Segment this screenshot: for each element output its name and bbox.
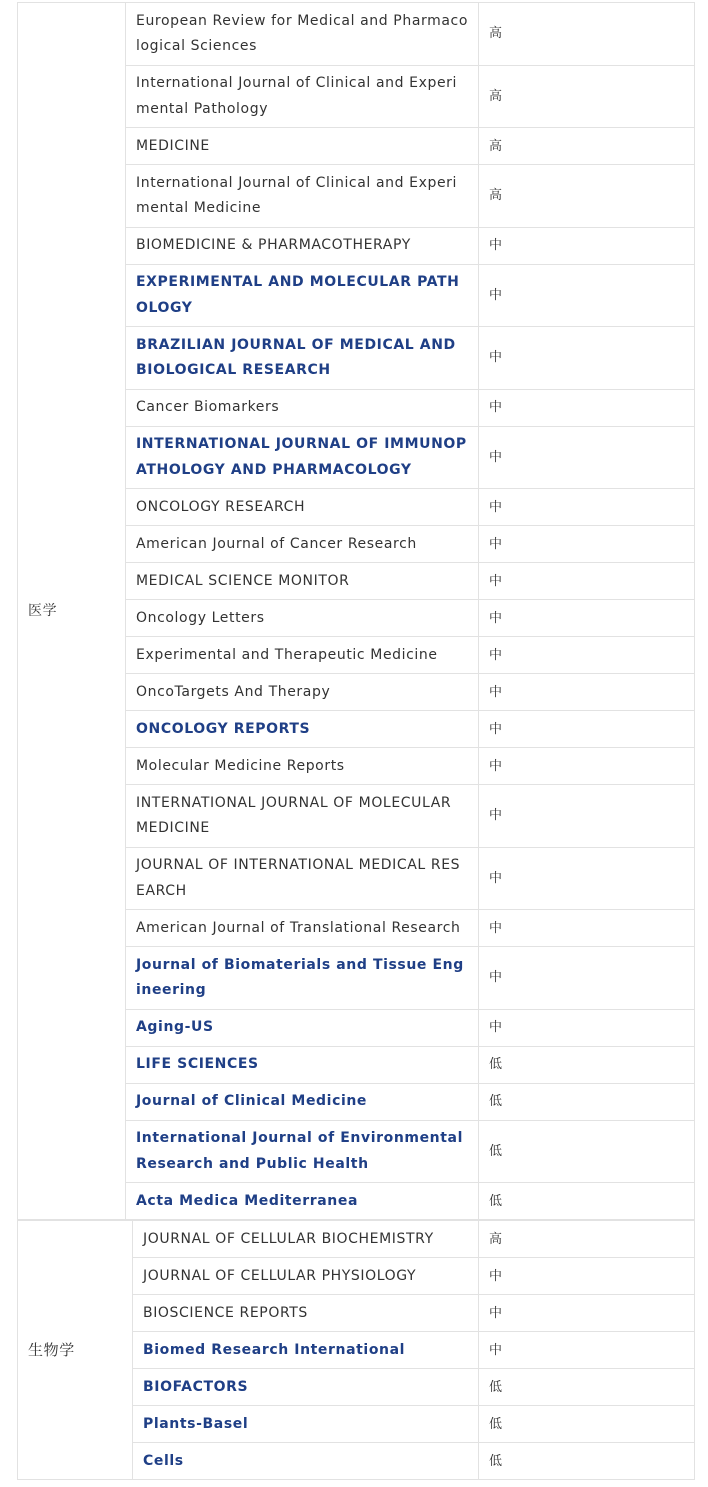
level-cell: 中	[479, 711, 695, 748]
journal-name-cell: Aging-US	[126, 1009, 479, 1046]
level-cell: 高	[479, 128, 695, 165]
journal-name-cell: BIOFACTORS	[133, 1369, 479, 1406]
journal-name-cell: BRAZILIAN JOURNAL OF MEDICAL AND BIOLOGICAL RESEARCH	[126, 327, 479, 390]
journal-name-cell: Molecular Medicine Reports	[126, 748, 479, 785]
level-cell: 中	[479, 785, 695, 848]
journal-name-cell: American Journal of Translational Research	[126, 910, 479, 947]
level-cell: 高	[479, 3, 695, 66]
journal-name-cell: ONCOLOGY RESEARCH	[126, 489, 479, 526]
level-cell: 中	[479, 389, 695, 426]
level-cell: 中	[479, 563, 695, 600]
journal-name-cell: Cancer Biomarkers	[126, 389, 479, 426]
level-cell: 高	[479, 165, 695, 228]
journal-name-cell: Journal of Biomaterials and Tissue Engineering	[126, 947, 479, 1010]
journal-name-cell: Journal of Clinical Medicine	[126, 1083, 479, 1120]
journal-name-cell: INTERNATIONAL JOURNAL OF IMMUNOPATHOLOGY AND PHARMACOLOGY	[126, 426, 479, 489]
level-cell: 中	[479, 526, 695, 563]
journal-name-cell: International Journal of Clinical and Experimental Medicine	[126, 165, 479, 228]
subject-cell: 医学	[18, 3, 126, 1220]
level-cell: 中	[479, 847, 695, 910]
table-row	[18, 1221, 695, 1258]
level-cell: 中	[479, 674, 695, 711]
level-cell: 低	[479, 1406, 695, 1443]
level-cell: 中	[479, 748, 695, 785]
level-cell: 低	[479, 1183, 695, 1220]
level-cell: 低	[479, 1443, 695, 1480]
table-row	[18, 3, 695, 66]
level-cell: 中	[479, 327, 695, 390]
level-cell: 中	[479, 1258, 695, 1295]
journal-name-cell: International Journal of Environmental Research and Public Health	[126, 1120, 479, 1183]
level-cell: 中	[479, 947, 695, 1010]
level-cell: 低	[479, 1369, 695, 1406]
level-cell: 中	[479, 1332, 695, 1369]
journal-name-cell: BIOMEDICINE & PHARMACOTHERAPY	[126, 227, 479, 264]
journal-name-cell: MEDICINE	[126, 128, 479, 165]
journal-name-cell: Plants-Basel	[133, 1406, 479, 1443]
journal-name-cell: BIOSCIENCE REPORTS	[133, 1295, 479, 1332]
level-cell: 中	[479, 227, 695, 264]
level-cell: 高	[479, 1221, 695, 1258]
medicine-journal-table	[17, 2, 695, 1220]
level-cell: 中	[479, 1295, 695, 1332]
journal-name-cell: International Journal of Clinical and Experimental Pathology	[126, 65, 479, 128]
journal-name-cell: OncoTargets And Therapy	[126, 674, 479, 711]
journal-name-cell: JOURNAL OF INTERNATIONAL MEDICAL RESEARCH	[126, 847, 479, 910]
journal-name-cell: Oncology Letters	[126, 600, 479, 637]
journal-name-cell: INTERNATIONAL JOURNAL OF MOLECULAR MEDICINE	[126, 785, 479, 848]
journal-name-cell: Experimental and Therapeutic Medicine	[126, 637, 479, 674]
level-cell: 中	[479, 426, 695, 489]
journal-name-cell: Acta Medica Mediterranea	[126, 1183, 479, 1220]
level-cell: 中	[479, 1009, 695, 1046]
journal-name-cell: Cells	[133, 1443, 479, 1480]
level-cell: 中	[479, 489, 695, 526]
level-cell: 中	[479, 637, 695, 674]
subject-cell: 生物学	[18, 1221, 133, 1480]
level-cell: 低	[479, 1120, 695, 1183]
journal-name-cell: American Journal of Cancer Research	[126, 526, 479, 563]
level-cell: 中	[479, 600, 695, 637]
biology-journal-table	[17, 1220, 695, 1480]
journal-name-cell: LIFE SCIENCES	[126, 1046, 479, 1083]
level-cell: 低	[479, 1046, 695, 1083]
journal-name-cell: JOURNAL OF CELLULAR PHYSIOLOGY	[133, 1258, 479, 1295]
journal-name-cell: JOURNAL OF CELLULAR BIOCHEMISTRY	[133, 1221, 479, 1258]
journal-name-cell: MEDICAL SCIENCE MONITOR	[126, 563, 479, 600]
journal-name-cell: European Review for Medical and Pharmacological Sciences	[126, 3, 479, 66]
journal-name-cell: EXPERIMENTAL AND MOLECULAR PATHOLOGY	[126, 264, 479, 327]
level-cell: 中	[479, 910, 695, 947]
level-cell: 低	[479, 1083, 695, 1120]
journal-name-cell: ONCOLOGY REPORTS	[126, 711, 479, 748]
level-cell: 高	[479, 65, 695, 128]
journal-name-cell: Biomed Research International	[133, 1332, 479, 1369]
level-cell: 中	[479, 264, 695, 327]
